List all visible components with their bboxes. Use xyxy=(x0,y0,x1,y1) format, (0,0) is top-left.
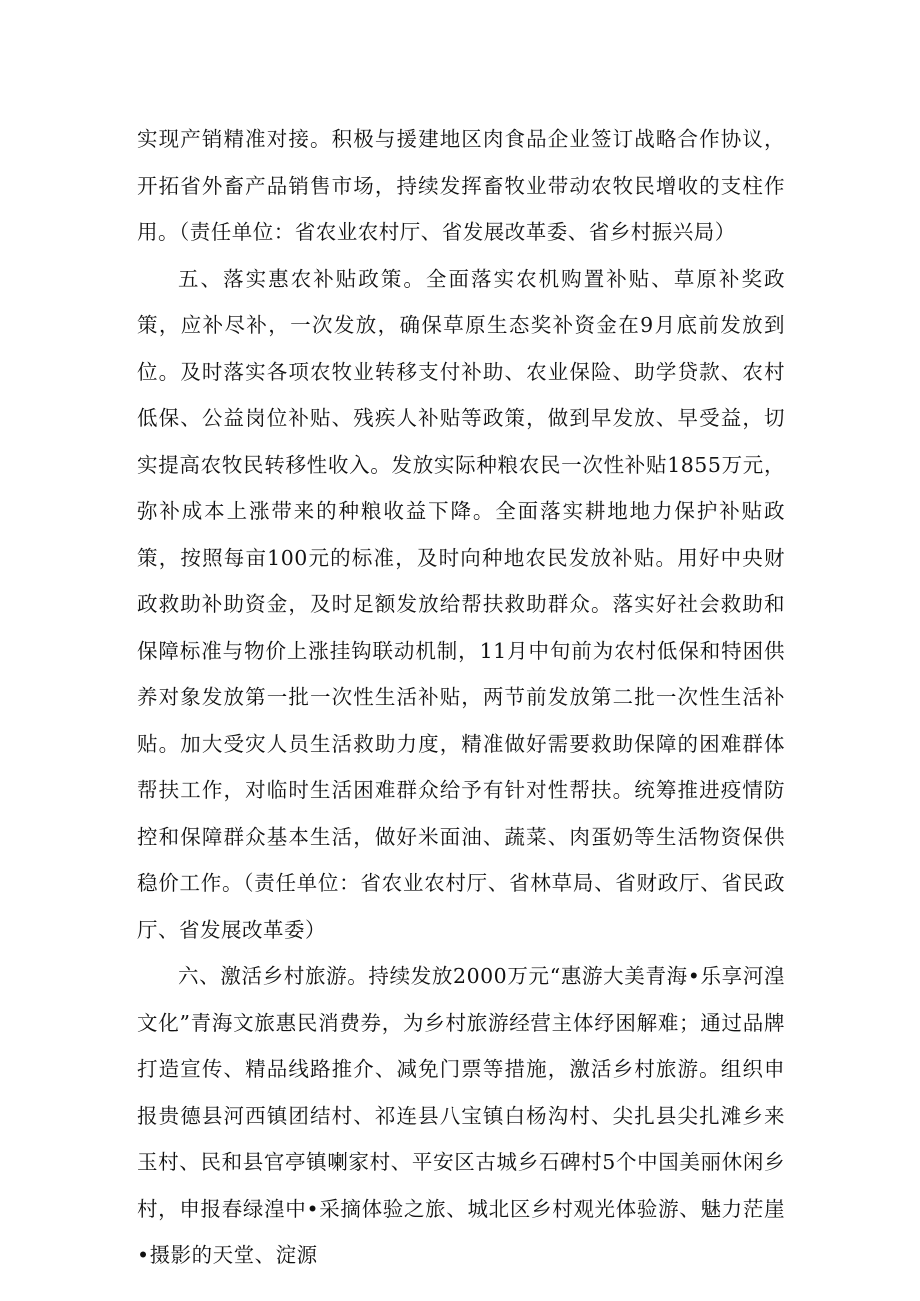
paragraph-section-five: 五、落实惠农补贴政策。全面落实农机购置补贴、草原补奖政策，应补尽补，一次发放，确保草原生态奖补资金在9月底前发放到位。及时落实各项农牧业转移支付补助、农业保险、助学贷款、农村低保、公益岗位补贴、残疾人补贴等政策，做到早发放、早受益，切实提高农牧民转移性收入。发放实际种粮农民一次性补贴1855万元，弥补成本上涨带来的种粮收益下降。全面落实耕地地力保护补贴政策，按照每亩100元的标准，及时向种地农民发放补贴。用好中央财政救助补助资金，及时足额发放给帮扶救助群众。落实好社会救助和保障标准与物价上涨挂钩联动机制，11月中旬前为农村低保和特困供养对象发放第一批一次性生活补贴，两节前发放第二批一次性生活补贴。加大受灾人员生活救助力度，精准做好需要救助保障的困难群体帮扶工作，对临时生活困难群众给予有针对性帮扶。统筹推进疫情防控和保障群众基本生活，做好米面油、蔬菜、肉蛋奶等生活物资保供稳价工作。（责任单位：省农业农村厅、省林草局、省财政厅、省民政厅、省发展改革委） xyxy=(137,266,785,942)
paragraph-continuation: 实现产销精准对接。积极与援建地区肉食品企业签订战略合作协议，开拓省外畜产品销售市场，持续发挥畜牧业带动农牧民增收的支柱作用。（责任单位：省农业农村厅、省发展改革委、省乡村振兴局） xyxy=(137,127,785,244)
document-body xyxy=(137,116,785,1279)
paragraph-section-six: 六、激活乡村旅游。持续发放2000万元“惠游大美青海•乐享河湟文化”青海文旅惠民消费券，为乡村旅游经营主体纾困解难；通过品牌打造宣传、精品线路推介、减免门票等措施，激活乡村旅游。组织申报贵德县河西镇团结村、祁连县八宝镇白杨沟村、尖扎县尖扎滩乡来玉村、民和县官亭镇喇家村、平安区古城乡石碑村5个中国美丽休闲乡村，申报春绿湟中•采摘体验之旅、城北区乡村观光体验游、魅力茫崖•摄影的天堂、淀源 xyxy=(137,964,785,1267)
